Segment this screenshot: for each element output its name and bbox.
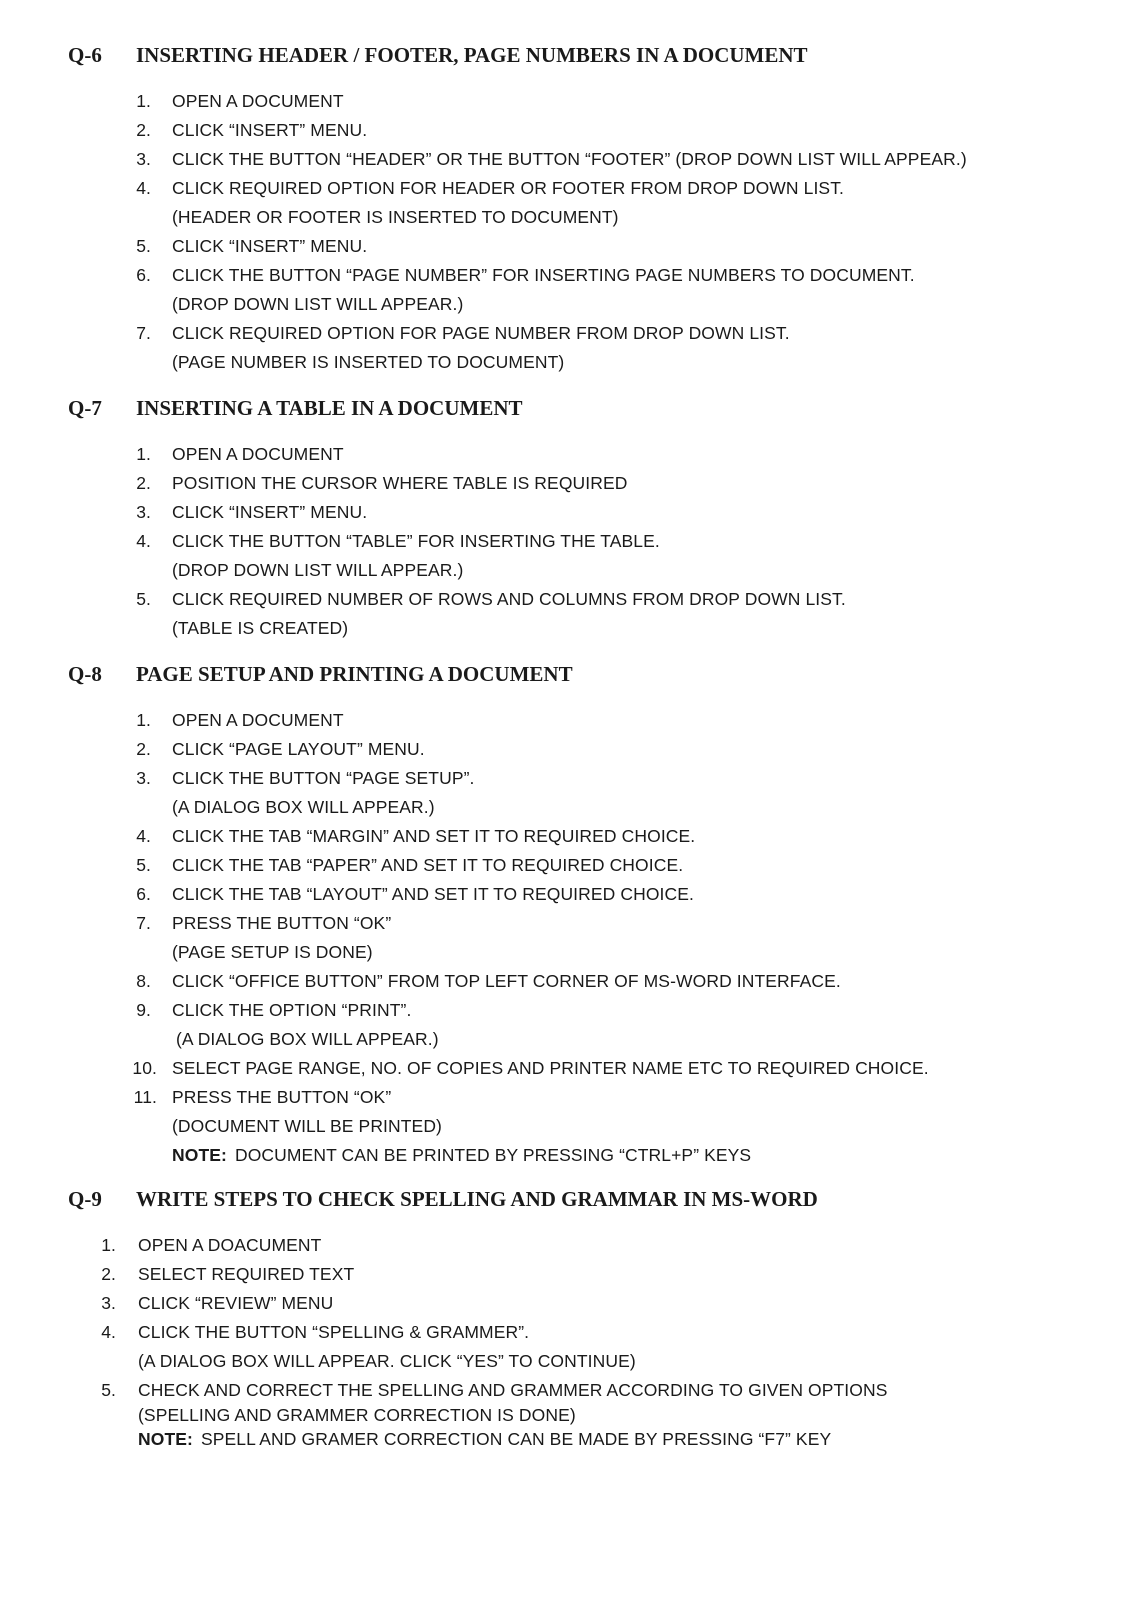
section-heading-q7: [68, 398, 523, 419]
section-heading-q6: [68, 45, 808, 66]
step-text: CLICK THE TAB “LAYOUT” AND SET IT TO REQUIRED CHOICE.: [172, 884, 694, 904]
note: [172, 1147, 751, 1165]
step-subtext: (DOCUMENT WILL BE PRINTED): [172, 1116, 442, 1136]
step-text: OPEN A DOCUMENT: [172, 444, 344, 464]
note-text: SPELL AND GRAMER CORRECTION CAN BE MADE BY PRESSING “F7” KEY: [200, 1429, 832, 1449]
step-text: PRESS THE BUTTON “OK”: [172, 913, 392, 933]
note-text: DOCUMENT CAN BE PRINTED BY PRESSING “CTRL+P” KEYS: [234, 1145, 752, 1165]
step-subtext: (DROP DOWN LIST WILL APPEAR.): [172, 560, 464, 580]
step-text: CLICK “OFFICE BUTTON” FROM TOP LEFT CORNER OF MS-WORD INTERFACE.: [172, 971, 841, 991]
section-title: INSERTING A TABLE IN A DOCUMENT: [136, 396, 523, 420]
step-text: CLICK THE BUTTON “PAGE SETUP”.: [172, 768, 475, 788]
step-text: CLICK “PAGE LAYOUT” MENU.: [172, 739, 425, 759]
step-subtext: (A DIALOG BOX WILL APPEAR.): [172, 797, 435, 817]
step-subtext: (HEADER OR FOOTER IS INSERTED TO DOCUMENT): [172, 207, 619, 227]
step-text: CLICK THE BUTTON “PAGE NUMBER” FOR INSERTING PAGE NUMBERS TO DOCUMENT.: [172, 265, 915, 285]
section-heading-q8: [68, 664, 573, 685]
step-text: CLICK “INSERT” MENU.: [172, 236, 368, 256]
step-text: CLICK “REVIEW” MENU: [138, 1293, 334, 1313]
note-label: NOTE:: [172, 1145, 227, 1165]
question-number: Q-8: [68, 662, 102, 686]
step-text: CLICK THE BUTTON “SPELLING & GRAMMER”.: [138, 1322, 530, 1342]
step-subtext: (DROP DOWN LIST WILL APPEAR.): [172, 294, 464, 314]
step-text: CHECK AND CORRECT THE SPELLING AND GRAMMER ACCORDING TO GIVEN OPTIONS: [138, 1380, 888, 1400]
question-number: Q-6: [68, 43, 102, 67]
step-text: SELECT REQUIRED TEXT: [138, 1264, 355, 1284]
step-subtext: (PAGE SETUP IS DONE): [172, 942, 373, 962]
note: [138, 1431, 831, 1449]
step-text: CLICK “INSERT” MENU.: [172, 120, 368, 140]
step-text: OPEN A DOCUMENT: [172, 710, 344, 730]
document-page: Q-6 INSERTING HEADER / FOOTER, PAGE NUMBERS IN A DOCUMENT 1. OPEN A DOCUMENT 2. CLICK “INSERT” MENU. 3. CLICK THE BUTTON “HEADER” OR THE BUTTON “FOOTER” (DROP DOWN LIST WILL APPEAR.) 4. CLICK REQUIRED OPTION FOR HEADER OR FOOTER FROM DROP DOWN LIST. (HEADER OR FOOTER IS INSERTED TO DOCUMENT) 5. CLICK “INSERT” MENU. 6. CLICK THE BUTTON “PAGE NUMBER” FOR INSERTING PAGE NUMBERS TO DOCUMENT. (DROP DOWN LIST WILL APPEAR.) 7. CLICK REQUIRED OPTION FOR PAGE NUMBER FROM DROP DOWN LIST. (PAGE NUMBER IS INSERTED TO DOCUMENT) Q-7 INSERTING A TABLE IN A DOCUMENT 1. OPEN A DOCUMENT 2. POSITION THE CURSOR WHERE TABLE IS REQUIRED 3. CLICK “INSERT” MENU. 4. CLICK THE BUTTON “TABLE” FOR INSERTING THE TABLE. (DROP DOWN LIST WILL APPEAR.) 5. CLICK REQUIRED NUMBER OF ROWS AND COLUMNS FROM DROP DOWN LIST. (TABLE IS CREATED) Q-8 PAGE SETUP AND PRINTING A DOCUMENT 1. OPEN A DOCUMENT 2. CLICK “PAGE LAYOUT” MENU. 3. CLICK THE BUTTON “PAGE SETUP”. (A DIALOG BOX WILL APPEAR.) 4. CLICK THE TAB “MARGIN” AND SET IT TO REQUIRED CHOICE. 5. CLICK THE TAB “PAPER” AND SET IT TO REQUIRED CHOICE. 6. CLICK THE TAB “LAYOUT” AND SET IT TO REQUIRED CHOICE. 7. PRESS THE BUTTON “OK” (PAGE SETUP IS DONE) 8. CLICK “OFFICE BUTTON” FROM TOP LEFT CORNER OF MS-WORD INTERFACE. 9. CLICK THE OPTION “PRINT”. (A DIALOG BOX WILL APPEAR.) 10. SELECT PAGE RANGE, NO. OF COPIES AND PRINTER NAME ETC TO REQUIRED CHOICE. 11. PRESS THE BUTTON “OK” (DOCUMENT WILL BE PRINTED) NOTE: DOCUMENT CAN BE PRINTED BY PRESSING “CTRL+P” KEYS Q-9 WRITE STEPS TO CHECK SPELLING AND GRAMMAR IN MS-WORD 1. OPEN A DOACUMENT 2. SELECT REQUIRED TEXT 3. CLICK “REVIEW” MENU 4. CLICK THE BUTTON “SPELLING & GRAMMER”. (A DIALOG BOX WILL APPEAR. CLICK “YES” TO CONTINUE) 5. CHECK AND CORRECT THE SPELLING AND GRAMMER ACCORDING TO GIVEN OPTIONS (SPELLING AND GRAMMER CORRECTION IS DONE) NOTE: SPELL AND GRAMER CORRECTION CAN BE MADE BY PRESSING “F7” KEY: [68, 43, 967, 1449]
step-text: SELECT PAGE RANGE, NO. OF COPIES AND PRINTER NAME ETC TO REQUIRED CHOICE.: [172, 1058, 929, 1078]
step-subtext: (SPELLING AND GRAMMER CORRECTION IS DONE): [138, 1405, 576, 1425]
section-heading-q9: [68, 1189, 818, 1210]
step-text: POSITION THE CURSOR WHERE TABLE IS REQUIRED: [172, 473, 628, 493]
section-title: WRITE STEPS TO CHECK SPELLING AND GRAMMAR IN MS-WORD: [136, 1187, 818, 1211]
question-number: Q-7: [68, 396, 102, 420]
step-text: CLICK REQUIRED OPTION FOR HEADER OR FOOTER FROM DROP DOWN LIST.: [172, 178, 845, 198]
step-text: CLICK THE TAB “MARGIN” AND SET IT TO REQUIRED CHOICE.: [172, 826, 696, 846]
section-title: PAGE SETUP AND PRINTING A DOCUMENT: [136, 662, 573, 686]
step-text: CLICK “INSERT” MENU.: [172, 502, 368, 522]
step-text: OPEN A DOACUMENT: [138, 1235, 322, 1255]
step-text: CLICK REQUIRED NUMBER OF ROWS AND COLUMNS FROM DROP DOWN LIST.: [172, 589, 846, 609]
step-text: CLICK THE BUTTON “HEADER” OR THE BUTTON “FOOTER” (DROP DOWN LIST WILL APPEAR.): [172, 149, 967, 169]
step-text: OPEN A DOCUMENT: [172, 91, 344, 111]
step-subtext: (A DIALOG BOX WILL APPEAR.): [176, 1029, 439, 1049]
step-text: CLICK THE TAB “PAPER” AND SET IT TO REQUIRED CHOICE.: [172, 855, 684, 875]
step-text: CLICK THE BUTTON “TABLE” FOR INSERTING THE TABLE.: [172, 531, 660, 551]
step-subtext: (A DIALOG BOX WILL APPEAR. CLICK “YES” TO CONTINUE): [138, 1351, 636, 1371]
step-subtext: (TABLE IS CREATED): [172, 618, 349, 638]
step-text: CLICK REQUIRED OPTION FOR PAGE NUMBER FROM DROP DOWN LIST.: [172, 323, 790, 343]
step-subtext: (PAGE NUMBER IS INSERTED TO DOCUMENT): [172, 352, 565, 372]
step-text: CLICK THE OPTION “PRINT”.: [172, 1000, 412, 1020]
section-title: INSERTING HEADER / FOOTER, PAGE NUMBERS IN A DOCUMENT: [136, 43, 808, 67]
note-label: NOTE:: [138, 1429, 193, 1449]
step-text: PRESS THE BUTTON “OK”: [172, 1087, 392, 1107]
question-number: Q-9: [68, 1187, 102, 1211]
